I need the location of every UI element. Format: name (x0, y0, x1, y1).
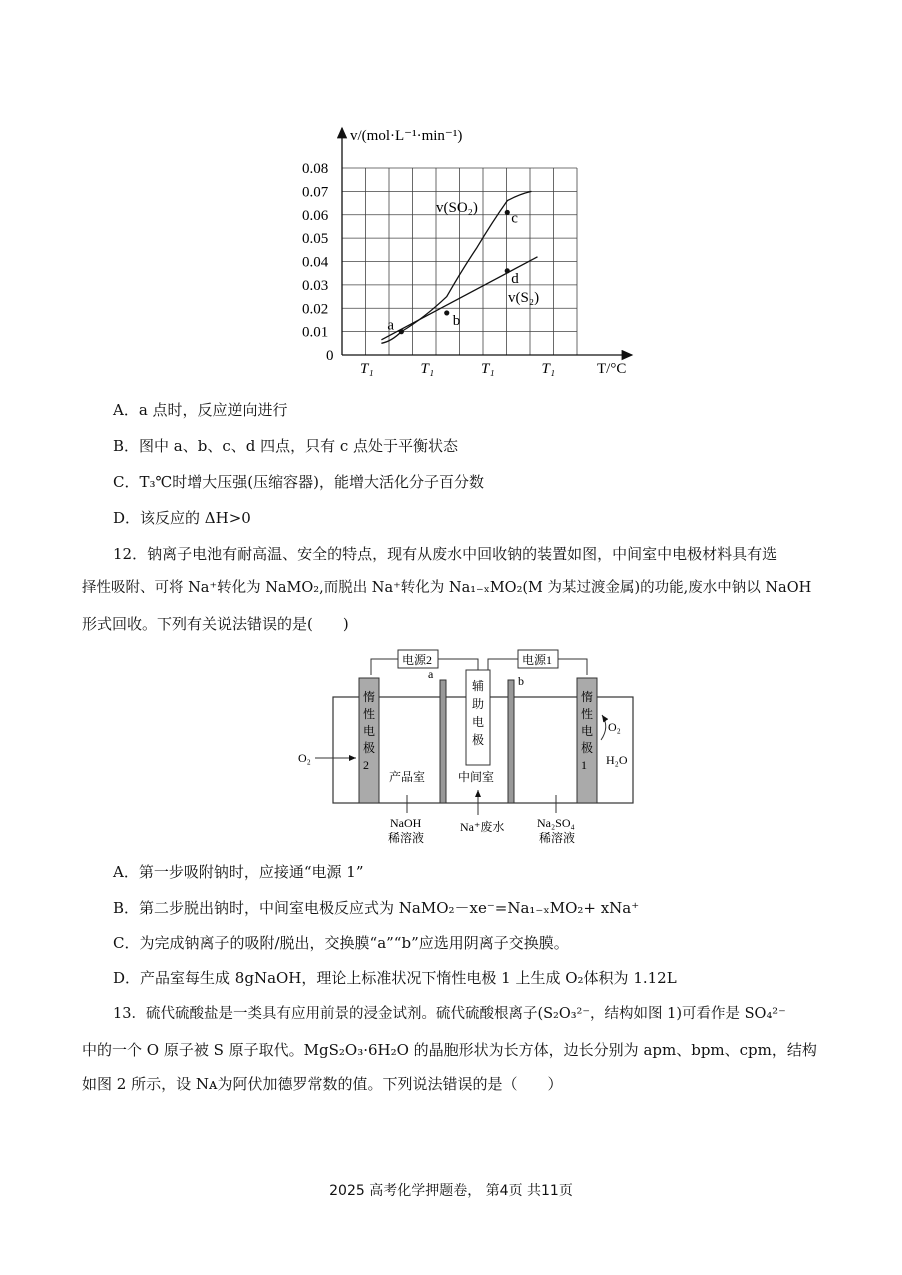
aux-electrode-char: 辅 (472, 679, 485, 693)
x-tick-label: T₁ (360, 361, 374, 377)
membrane-b (508, 680, 514, 803)
electrode-2-char: 性 (363, 707, 376, 721)
o2-evolution-arrow (601, 715, 606, 740)
electrode-1-char: 性 (581, 707, 594, 721)
y-tick-label: 0.02 (302, 301, 329, 318)
na2so4-solution-label: 稀溶液 (539, 831, 576, 845)
electrolysis-apparatus-diagram (290, 645, 650, 855)
y-tick-label: 0.08 (302, 161, 329, 177)
y-tick-label: 0.01 (302, 324, 329, 341)
electrode-2-char: 2 (363, 758, 369, 772)
na-waste-label: Na⁺废水 (460, 820, 505, 834)
q13-stem-line2: 中的一个 O 原子被 S 原子取代。MgS₂O₃·6H₂O 的晶胞形状为长方体，边长分别为 apm、bpm、cpm，结构 (82, 1041, 817, 1059)
point-label-c: c (511, 210, 518, 227)
series-label-so2: v(SO₂) (436, 200, 478, 216)
origin-label: 0 (326, 348, 334, 364)
electrode-1-char: 1 (581, 758, 587, 772)
q12-option-d: D．产品室每生成 8gNaOH，理论上标准状况下惰性电极 1 上生成 O₂体积为 1.12L (113, 969, 677, 987)
power-source-2-label: 电源2 (402, 653, 433, 667)
rate-temperature-chart (290, 118, 640, 388)
h2o-label: H₂O (606, 753, 628, 767)
point-b (444, 310, 449, 315)
middle-room-label: 中间室 (458, 770, 495, 784)
point-label-b: b (452, 312, 461, 329)
page-footer: 2025 高考化学押题卷， 第4页 共11页 (329, 1183, 573, 1199)
y-axis-label: v/(mol·L⁻¹·min⁻¹) (350, 128, 463, 144)
electrode-1-char: 电 (581, 724, 594, 738)
electrode-2-char: 极 (363, 741, 376, 755)
product-room-label: 产品室 (389, 770, 426, 784)
q12-stem-line1: 12．钠离子电池有耐高温、安全的特点，现有从废水中回收钠的装置如图，中间室中电极材料具有选 (113, 545, 778, 563)
q11-option-c: C．T₃℃时增大压强(压缩容器)，能增大活化分子百分数 (113, 473, 484, 491)
aux-electrode-char: 电 (472, 715, 485, 729)
electrode-1-char: 极 (581, 741, 594, 755)
q12-option-b: B．第二步脱出钠时，中间室电极反应式为 NaMO₂－xe⁻=Na₁₋ₓMO₂+ xNa⁺ (113, 899, 640, 917)
y-tick-label: 0.05 (302, 231, 329, 248)
point-label-a: a (387, 317, 395, 334)
electrode-2-char: 电 (363, 724, 376, 738)
membrane-b-label: b (518, 674, 524, 688)
q12-option-a: A．第一步吸附钠时，应接通“电源 1” (113, 863, 364, 881)
q13-stem-line3: 如图 2 所示，设 Nᴀ为阿伏加德罗常数的值。下列说法错误的是（ ） (82, 1075, 563, 1093)
q13-stem-line1: 13．硫代硫酸盐是一类具有应用前景的浸金试剂。硫代硫酸根离子(S₂O₃²⁻，结构如图 1)可看作是 SO₄²⁻ (113, 1006, 786, 1022)
membrane-a (440, 680, 446, 803)
electrode-1-char: 惰 (581, 690, 594, 704)
naoh-solution-label: 稀溶液 (388, 831, 425, 845)
membrane-a-label: a (428, 667, 434, 681)
x-axis-label: T/°C (597, 361, 627, 377)
electrode-2-char: 惰 (363, 690, 376, 704)
x-tick-label: T₁ (541, 361, 556, 377)
x-tick-label: T₁ (420, 361, 435, 377)
aux-electrode-char: 极 (472, 733, 485, 747)
y-tick-label: 0.03 (302, 277, 329, 294)
naoh-label: NaOH (390, 816, 422, 830)
power-source-1-label: 电源1 (522, 653, 553, 667)
point-d (505, 268, 510, 273)
y-tick-label: 0.06 (302, 207, 329, 224)
o2-outlet-label: O₂ (608, 720, 621, 734)
q12-stem-line3: 形式回收。下列有关说法错误的是( ) (82, 615, 349, 633)
series-label-s2: v(S₂) (508, 290, 540, 306)
q12-option-c: C．为完成钠离子的吸附/脱出，交换膜“a”“b”应选用阴离子交换膜。 (113, 934, 569, 952)
q12-stem-line2: 择性吸附、可将 Na⁺转化为 NaMO₂,而脱出 Na⁺转化为 Na₁₋ₓMO₂(M 为某过渡金属)的功能,废水中钠以 NaOH (82, 580, 812, 596)
aux-electrode-char: 助 (472, 697, 485, 711)
q11-option-b: B．图中 a、b、c、d 四点，只有 c 点处于平衡状态 (113, 437, 459, 455)
x-tick-label: T₁ (481, 361, 495, 377)
point-c (505, 210, 510, 215)
point-a (399, 329, 404, 334)
q11-option-d: D．该反应的 ΔH>0 (113, 509, 251, 527)
o2-inlet-label: O₂ (298, 751, 311, 765)
na2so4-label: Na₂SO₄ (537, 816, 575, 830)
q11-option-a: A．a 点时，反应逆向进行 (113, 401, 288, 419)
y-tick-label: 0.07 (302, 184, 329, 201)
y-tick-label: 0.04 (302, 254, 329, 271)
point-label-d: d (511, 270, 519, 287)
